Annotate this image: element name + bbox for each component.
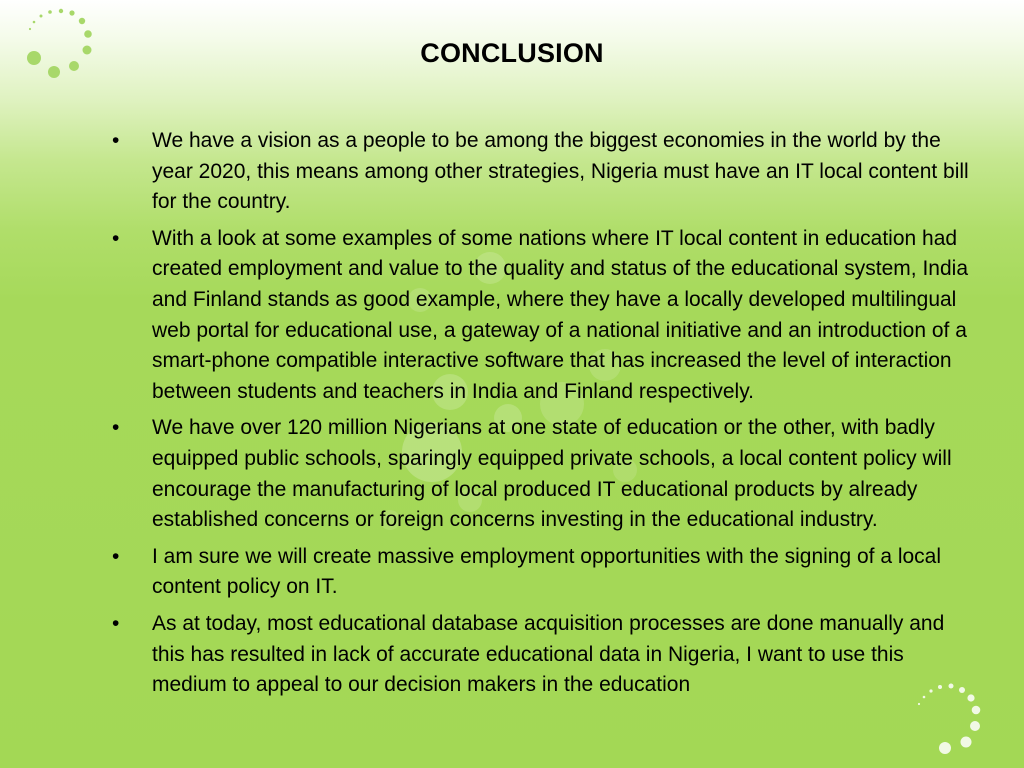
- bullet-marker: •: [112, 416, 120, 440]
- bullet-marker: •: [112, 544, 120, 568]
- bullet-item-4: [110, 542, 970, 603]
- bullet-item-3: [110, 413, 970, 535]
- bullet-text: With a look at some examples of some nations where IT local content in education had created employment and value to the quality and status of the educational system, India and Finland stands as good example, where they have a locally developed multilingual web portal for educational use, a gateway of a national initiative and an introduction of a smart-phone compatible interactive software that has increased the level of interaction between students and teachers in India and Finland respectively.: [152, 226, 968, 403]
- bullet-text: I am sure we will create massive employment opportunities with the signing of a local content policy on IT.: [152, 544, 942, 599]
- bullet-item-2: [110, 224, 970, 408]
- bullet-list: [110, 126, 970, 707]
- bullet-marker: •: [112, 226, 120, 250]
- bullet-item-1: [110, 126, 970, 218]
- bullet-text: We have a vision as a people to be among the biggest economies in the world by the year 2020, this means among other strategies, Nigeria must have an IT local content bill for the country.: [152, 129, 969, 214]
- bullet-marker: •: [112, 611, 120, 635]
- bullet-text: As at today, most educational database acquisition processes are done manually and this has resulted in lack of accurate educational data in Nigeria, I want to use this medium to appeal to our decision makers in the education: [152, 611, 945, 697]
- bullet-marker: •: [112, 129, 120, 152]
- bullet-text: We have over 120 million Nigerians at one state of education or the other, with badly equipped public schools, sparingly equipped private schools, a local content policy will encourage the manufacturing of local produced IT educational products by already established concerns or foreign concerns investing in the educational industry.: [152, 416, 952, 532]
- slide-title: CONCLUSION: [420, 38, 604, 68]
- bullet-item-5: [110, 609, 970, 701]
